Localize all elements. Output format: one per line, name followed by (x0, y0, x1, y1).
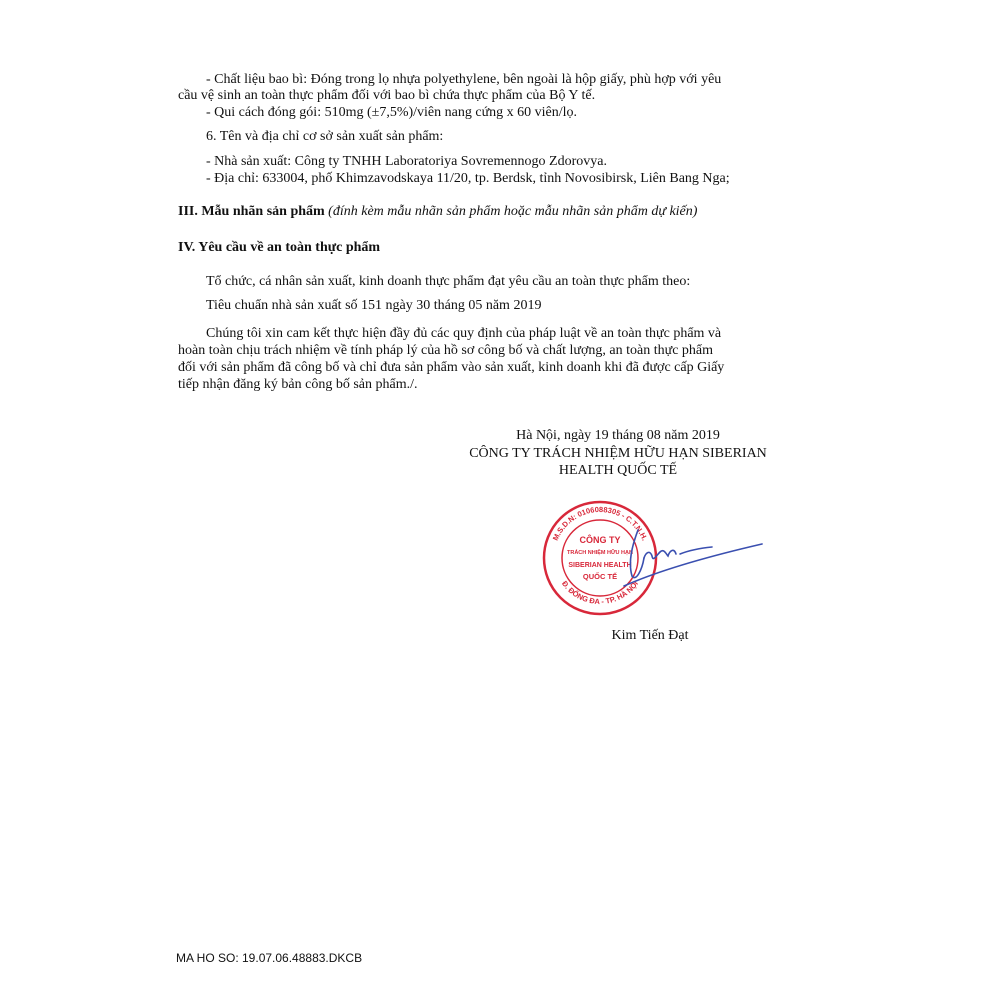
seal-line-2: TRÁCH NHIỆM HỮU HẠN (567, 550, 633, 556)
seal-ring-bottom-text: Đ. ĐỐNG ĐA - TP. HÀ NỘI (559, 579, 641, 607)
seal-line-3: SIBERIAN HEALTH (568, 562, 632, 569)
company-name-line-2: HEALTH QUỐC TẾ (558, 463, 678, 478)
seal-line-4: QUỐC TẾ (582, 572, 618, 581)
signature-date: Hà Nội, ngày 19 tháng 08 năm 2019 (516, 428, 720, 443)
company-seal (544, 502, 656, 614)
company-seal-and-signature (540, 500, 780, 616)
company-name-line-1: CÔNG TY TRÁCH NHIỆM HỮU HẠN SIBERIAN (469, 446, 767, 461)
section-3-note: (đính kèm mẫu nhãn sản phẩm hoặc mẫu nhãn sản phẩm dự kiến) (328, 204, 698, 219)
section-6-title: 6. Tên và địa chỉ cơ sở sản xuất sản phẩm: (206, 129, 444, 144)
seal-line-1: CÔNG TY (579, 535, 621, 545)
commitment-line-2: hoàn toàn chịu trách nhiệm về tính pháp lý của hồ sơ công bố và chất lượng, an toàn thực phẩm (178, 343, 714, 358)
commitment-line-3: đối với sản phẩm đã công bố và chỉ đưa sản phẩm vào sản xuất, kinh doanh khi đã được cấp Giấy (178, 360, 725, 375)
manufacturer-line: - Nhà sản xuất: Công ty TNHH Laboratoriya Sovremennogo Zdorovya. (206, 154, 607, 169)
address-line: - Địa chỉ: 633004, phố Khimzavodskaya 11/20, tp. Berdsk, tỉnh Novosibirsk, Liên Bang Nga; (206, 171, 730, 186)
section-3-heading (178, 204, 697, 220)
packaging-material-line-2: cầu vệ sinh an toàn thực phẩm đối với bao bì chứa thực phẩm của Bộ Y tế. (178, 88, 596, 103)
section-4-title: IV. Yêu cầu về an toàn thực phẩm (178, 240, 381, 255)
dossier-code: MA HO SO: 19.07.06.48883.DKCB (176, 951, 363, 965)
section-4-line-2: Tiêu chuẩn nhà sản xuất số 151 ngày 30 tháng 05 năm 2019 (206, 298, 542, 313)
commitment-line-4: tiếp nhận đăng ký bản công bố sản phẩm./. (178, 377, 418, 392)
commitment-line-1: Chúng tôi xin cam kết thực hiện đầy đủ các quy định của pháp luật về an toàn thực phẩm và (206, 326, 722, 341)
packaging-material-line-1: - Chất liệu bao bì: Đóng trong lọ nhựa polyethylene, bên ngoài là hộp giấy, phù hợp với yêu (206, 72, 722, 87)
signer-name: Kim Tiến Đạt (611, 628, 689, 643)
section-4-line-1: Tổ chức, cá nhân sản xuất, kinh doanh thực phẩm đạt yêu cầu an toàn thực phẩm theo: (206, 274, 691, 289)
seal-ring-top-text: M.S.D.N: 0106088305 - C.T.N.H. (550, 504, 650, 542)
packaging-spec: - Qui cách đóng gói: 510mg (±7,5%)/viên nang cứng x 60 viên/lọ. (206, 105, 578, 120)
section-3-title: III. Mẫu nhãn sản phẩm (178, 204, 325, 219)
